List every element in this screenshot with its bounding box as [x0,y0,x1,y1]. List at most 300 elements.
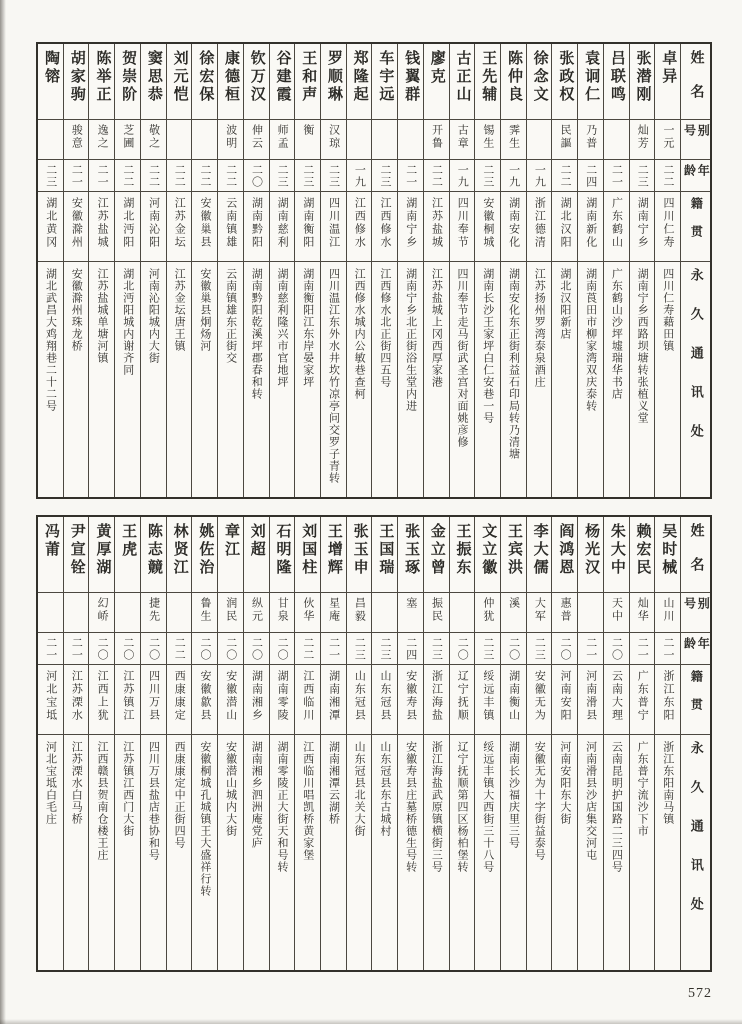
entry-age: 二一 [610,164,623,188]
entry-address: 云南昆明护国路二三四号 [610,741,623,873]
entry-name: 郑隆起 [351,50,368,104]
entry-age: 二〇 [456,637,469,661]
entry-address-cell [244,262,269,497]
entry-alias-cell [475,120,500,160]
entry-native-place: 湖南慈利 [276,197,289,249]
entry-native-place: 江西临川 [301,670,314,722]
entry-address: 辽宁抚顺第四区杨柏堡转 [456,741,469,873]
entry-alias: 星庵 [327,597,340,623]
entry-native-place: 湖南衡山 [507,670,520,722]
entry-native-place-cell [501,665,526,735]
entry-age-cell [192,160,217,192]
entry-age-cell [321,633,346,665]
entry-age: 一九 [533,164,546,188]
entry-name-cell [424,44,449,120]
entry-age-cell [295,160,320,192]
entry-alias: 大军 [533,597,546,623]
entry-name: 陈仲良 [505,50,522,104]
entry-alias-cell [64,593,89,633]
entry-address-cell [424,262,449,497]
entry-native-place: 河南滑县 [584,670,597,722]
entry-address: 四川温江东外水井坎竹凉亭问交罗子青转 [327,268,340,484]
entry-alias: 润民 [224,597,237,623]
entry-alias: 波明 [224,124,237,150]
entry-native-place-cell [89,192,114,262]
entry-alias-cell [372,593,397,633]
entry-native-place-cell [398,665,423,735]
entry-native-place-cell [630,665,655,735]
entry-alias: 塞 [404,597,417,610]
entry-alias: 惠普 [559,597,572,623]
entry-address-cell [192,735,217,970]
entry-age: 二四 [404,637,417,661]
entry-address: 四川仁寿藉田镇 [661,268,674,352]
entry-native-place: 安徽潜山 [224,670,237,722]
entry-age-cell [141,633,166,665]
directory-entry [243,517,269,970]
entry-alias-cell [270,120,295,160]
entry-native-place: 辽宁抚顺 [456,670,469,722]
entry-address-cell [475,262,500,497]
entry-address: 湖南安化东正街利益石印局转乃清塘 [507,268,520,460]
entry-age: 二二 [224,164,237,188]
directory-entry [526,517,552,970]
table-header-column [680,517,710,970]
entry-name: 刘超 [248,523,265,559]
entry-alias-cell [527,593,552,633]
entry-age-cell [604,160,629,192]
directory-entry [526,44,552,497]
header-alias: 别号 [681,120,710,160]
entry-name: 金立曾 [428,523,445,577]
entry-native-place: 江西修水 [353,197,366,249]
entry-name: 钦万汉 [248,50,265,104]
entry-name-cell [552,44,577,120]
entry-name: 张潜刚 [634,50,651,104]
entry-name: 石明隆 [274,523,291,577]
entry-address: 河北宝坻白毛庄 [44,741,57,825]
entry-name-cell [64,517,89,593]
entry-alias-cell [141,120,166,160]
entry-name-cell [398,44,423,120]
entry-alias: 衡 [301,124,314,137]
entry-address: 安徽寿县庄墓桥德生号转 [404,741,417,873]
entry-native-place: 湖南湘潭 [327,670,340,722]
entry-name: 张政权 [557,50,574,104]
entry-name: 吴时械 [660,523,677,577]
entry-native-place: 浙江德清 [533,197,546,249]
entry-address: 湖南宁乡西路坝塘转张植义堂 [636,268,649,424]
header-native-place: 籍贯 [681,192,710,262]
entry-age-cell [372,160,397,192]
entry-age: 二一 [584,637,597,661]
entry-native-place: 江苏盐城 [430,197,443,249]
entry-address-cell [218,735,243,970]
header-age: 年龄 [681,160,710,192]
entry-name-cell [244,44,269,120]
entry-native-place: 云南镇雄 [224,197,237,249]
entry-address-cell [64,262,89,497]
directory-entry [88,44,114,497]
entry-name-cell [578,517,603,593]
entry-alias: 骏意 [70,124,83,150]
entry-age: 二〇 [250,637,263,661]
entry-native-place-cell [347,192,372,262]
entry-native-place: 安徽歙县 [199,670,212,722]
entry-name-cell [372,44,397,120]
entry-age-cell [192,633,217,665]
entry-native-place: 江西上犹 [96,670,109,722]
entry-name-cell [295,517,320,593]
entry-address-cell [578,735,603,970]
entry-native-place: 江苏溧水 [70,670,83,722]
entry-age: 二〇 [250,164,263,188]
entry-name: 王国瑞 [377,523,394,577]
entry-native-place: 江苏镇江 [121,670,134,722]
entry-age-cell [424,633,449,665]
entry-age: 二二 [147,164,160,188]
entry-native-place: 安徽桐城 [481,197,494,249]
entry-age-cell [167,633,192,665]
entry-native-place: 安徽无为 [533,670,546,722]
entry-name: 钱翼群 [403,50,420,104]
entry-age: 二三 [481,637,494,661]
entry-alias-cell [167,593,192,633]
entry-name-cell [655,517,680,593]
directory-entry [551,517,577,970]
directory-entry [603,44,629,497]
entry-address: 江西修水北正街四五号 [378,268,391,388]
directory-entry [474,517,500,970]
entry-name: 杨光汉 [583,523,600,577]
entry-address: 江苏盐城单塘河镇 [95,268,108,364]
entry-name-cell [321,517,346,593]
entry-age: 一九 [353,164,366,188]
entry-alias-cell [398,593,423,633]
directory-entry [449,44,475,497]
entry-name-cell [347,517,372,593]
entry-address-cell [64,735,89,970]
entry-native-place-cell [578,665,603,735]
entry-alias-cell [552,593,577,633]
entry-name: 陶镕 [43,50,60,86]
entry-age-cell [270,160,295,192]
entry-native-place-cell [655,192,680,262]
entry-alias-cell [475,593,500,633]
entry-age-cell [64,160,89,192]
directory-entry [269,44,295,497]
entry-native-place: 安徽寿县 [404,670,417,722]
directory-entry [654,44,680,497]
entry-age-cell [218,633,243,665]
entry-name-cell [89,517,114,593]
entry-address-cell [270,735,295,970]
entry-alias-cell [321,120,346,160]
entry-name: 胡家驹 [68,50,85,104]
entry-native-place-cell [295,665,320,735]
directory-entry [629,517,655,970]
entry-alias: 伸云 [250,124,263,150]
entry-age-cell [244,633,269,665]
entry-name: 王宾洪 [505,523,522,577]
entry-name: 古正山 [454,50,471,104]
entry-address-cell [527,735,552,970]
entry-address: 四川万县盐店巷协和号 [147,741,160,861]
entry-name: 阎鸿恩 [557,523,574,577]
entry-age-cell [167,160,192,192]
entry-native-place: 江西修水 [379,197,392,249]
entry-native-place-cell [38,665,63,735]
table-header-column [680,44,710,497]
entry-name: 罗顺琳 [325,50,342,104]
entry-age-cell [578,160,603,192]
entry-native-place-cell [167,665,192,735]
entry-alias: 幻峤 [96,597,109,623]
entry-address-cell [38,262,63,497]
directory-entry [166,517,192,970]
entry-age-cell [450,160,475,192]
entry-age: 二一 [636,637,649,661]
entry-age: 二一 [96,164,109,188]
entry-native-place: 湖南新化 [584,197,597,249]
entry-name: 朱大中 [608,523,625,577]
entry-age-cell [527,160,552,192]
directory-entry [500,517,526,970]
entry-native-place: 广东普宁 [636,670,649,722]
directory-entry [577,517,603,970]
entry-native-place-cell [527,192,552,262]
entry-name-cell [527,517,552,593]
entry-name-cell [552,517,577,593]
entry-address: 湖南零陵正大街天和号转 [276,741,289,873]
entry-address: 安徽潜山城内大街 [224,741,237,837]
entry-name-cell [501,44,526,120]
entry-age-cell [552,633,577,665]
directory-entry [166,44,192,497]
entry-age-cell [450,633,475,665]
entry-name-cell [450,44,475,120]
entry-name: 贺崇阶 [120,50,137,104]
directory-entry [474,44,500,497]
entry-name: 陈举正 [94,50,111,104]
directory-table-top [36,42,712,499]
entry-alias-cell [424,593,449,633]
entry-alias-cell [115,593,140,633]
entry-address: 安徽滁州珠龙桥 [70,268,83,352]
entry-address-cell [115,262,140,497]
entry-alias: 敬之 [147,124,160,150]
entry-alias: 一元 [661,124,674,150]
entry-age-cell [295,633,320,665]
entry-native-place: 湖南湘乡 [250,670,263,722]
entry-alias: 芝圃 [121,124,134,150]
entry-age: 二〇 [559,637,572,661]
directory-entry [371,44,397,497]
entry-native-place: 湖北沔阳 [121,197,134,249]
entry-age-cell [424,160,449,192]
entry-address-cell [244,735,269,970]
entry-address-cell [552,262,577,497]
directory-entry [654,517,680,970]
entry-address-cell [450,262,475,497]
entry-address-cell [604,735,629,970]
entry-name: 赖宏民 [634,523,651,577]
directory-entry [577,44,603,497]
entry-native-place: 绥远丰镇 [481,670,494,722]
directory-entry [63,517,89,970]
entry-alias-cell [501,593,526,633]
entry-name: 刘元恺 [171,50,188,104]
entry-name: 廖克 [428,50,445,86]
entry-alias: 捷先 [147,597,160,623]
entry-alias: 溪 [507,597,520,610]
directory-entry [63,44,89,497]
entry-address: 湖南湘潭云湖桥 [327,741,340,825]
entry-native-place-cell [141,665,166,735]
entry-name-cell [38,44,63,120]
directory-entry [269,517,295,970]
entry-address: 安徽无为十字街益泰号 [533,741,546,861]
entry-alias-cell [115,120,140,160]
entry-address: 湖南宁乡北正街浴生堂内进 [404,268,417,412]
entry-native-place-cell [475,192,500,262]
entry-name-cell [270,517,295,593]
entry-age-cell [115,160,140,192]
entry-age-cell [347,633,372,665]
entry-age: 二三 [379,164,392,188]
entry-native-place-cell [578,192,603,262]
entry-alias-cell [347,593,372,633]
entry-name-cell [604,44,629,120]
entry-native-place: 湖南宁乡 [404,197,417,249]
entry-alias-cell [64,120,89,160]
entry-age: 二一 [44,637,57,661]
entry-age-cell [527,633,552,665]
entry-alias-cell [167,120,192,160]
entry-alias-cell [655,120,680,160]
entry-native-place-cell [347,665,372,735]
entry-age: 二三 [276,164,289,188]
entry-name-cell [424,517,449,593]
entry-age: 二〇 [507,637,520,661]
entry-alias: 伙华 [301,597,314,623]
entry-name: 窦思恭 [145,50,162,104]
entry-age: 二一 [661,637,674,661]
entry-address-cell [578,262,603,497]
entry-name-cell [347,44,372,120]
entry-native-place-cell [115,192,140,262]
entry-age-cell [372,633,397,665]
entry-age-cell [630,633,655,665]
entry-name: 王虎 [120,523,137,559]
entry-name-cell [38,517,63,593]
entry-name: 王增辉 [325,523,342,577]
entry-name-cell [167,44,192,120]
entry-native-place: 湖南安化 [507,197,520,249]
entry-native-place: 安徽滁州 [70,197,83,249]
entry-address-cell [167,262,192,497]
entry-age: 一九 [456,164,469,188]
entry-address-cell [450,735,475,970]
entry-name-cell [501,517,526,593]
entry-age-cell [475,633,500,665]
entry-alias: 乃普 [584,124,597,150]
header-native-place: 籍贯 [681,665,710,735]
entry-native-place-cell [321,192,346,262]
entry-address: 湖南莨田市柳家湾双庆泰转 [584,268,597,412]
entry-name-cell [64,44,89,120]
entry-native-place-cell [38,192,63,262]
entry-alias-cell [89,593,114,633]
entry-name: 徐宏保 [197,50,214,104]
entry-age-cell [218,160,243,192]
entry-age-cell [578,633,603,665]
entry-age: 二〇 [610,637,623,661]
entry-alias: 甘泉 [276,597,289,623]
entry-alias: 开鲁 [430,124,443,150]
entry-address-cell [398,735,423,970]
entry-name-cell [192,517,217,593]
entry-native-place-cell [141,192,166,262]
entry-alias: 汉琼 [327,124,340,150]
entry-native-place-cell [424,665,449,735]
entry-name-cell [244,517,269,593]
entry-name: 车宇远 [377,50,394,104]
entry-name: 卓异 [660,50,677,86]
entry-address: 西康康定中正街四号 [173,741,186,849]
directory-entry [629,44,655,497]
entry-name-cell [218,517,243,593]
entry-native-place-cell [398,192,423,262]
directory-entry [320,517,346,970]
entry-address: 山东冠县北关大街 [353,741,366,837]
entry-address-cell [38,735,63,970]
entry-name-cell [630,517,655,593]
directory-entry [423,44,449,497]
entry-address-cell [501,262,526,497]
entry-name: 王和声 [300,50,317,104]
directory-entry [500,44,526,497]
directory-entry [551,44,577,497]
entry-alias: 逸之 [96,124,109,150]
entry-alias: 霁生 [507,124,520,150]
entry-name: 徐念文 [531,50,548,104]
entry-age: 二三 [353,637,366,661]
entry-address: 广东普宁流沙下市 [636,741,649,837]
entry-native-place: 云南大理 [610,670,623,722]
entry-address-cell [295,262,320,497]
directory-entry [88,517,114,970]
entry-native-place: 湖南衡阳 [301,197,314,249]
directory-entry [294,517,320,970]
entry-native-place-cell [218,192,243,262]
entry-native-place-cell [244,192,269,262]
entry-age: 二二 [173,164,186,188]
entry-name-cell [295,44,320,120]
page-number: 572 [688,986,712,1001]
entry-address: 湖南长沙福庆里三号 [507,741,520,849]
entry-address: 湖北武昌大鸡翔巷二十二号 [44,268,57,412]
directory-entry [140,44,166,497]
entry-address-cell [630,735,655,970]
entry-alias-cell [527,120,552,160]
entry-age-cell [321,160,346,192]
entry-native-place: 湖南黔阳 [250,197,263,249]
entry-age-cell [398,160,423,192]
directory-entry [38,517,63,970]
entry-native-place-cell [604,192,629,262]
directory-entry [217,44,243,497]
